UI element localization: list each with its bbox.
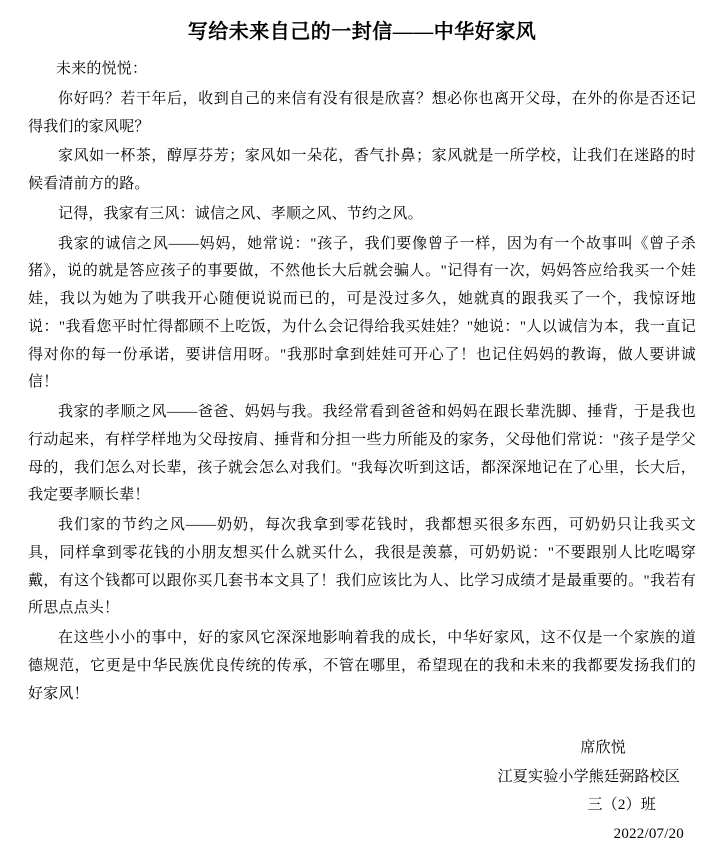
salutation: 未来的悦悦： (56, 61, 148, 77)
page-title: 写给未来自己的一封信——中华好家风 (187, 21, 537, 43)
signature-school: 江夏实验小学熊廷弼路校区 (497, 768, 680, 785)
body-paragraph-6: 我们家的节约之风——奶奶，每次我拿到零花钱时，我都想买很多东西，可奶奶只让我买文具，同样拿到零花钱的小朋友想买什么就买什么，我很是羡慕，可奶奶说："不要跟别人比吃喝穿戴，有这个钱都可以跟你买几套书本文具了！我们应该比为人、比学习成绩才是最重要的。"我若有所思点点头！ (28, 517, 696, 617)
body-paragraph-4: 我家的诚信之风——妈妈，她常说："孩子，我们要像曾子一样，因为有一个故事叫《曾子杀猪》，说的就是答应孩子的事要做，不然他长大后就会骗人。"记得有一次，妈妈答应给我买一个娃娃，我以为她为了哄我开心随便说说而已的，可是没过多久，她就真的跟我买了一个，我惊讶地说："我看您平时忙得都顾不上吃饭，为什么会记得给我买娃娃？"她说："人以诚信为本，我一直记得对你的每一份承诺，要讲信用呀。"我那时拿到娃娃可开心了！也记住妈妈的教诲，做人要讲诚信！ (28, 235, 696, 391)
body-paragraph-1: 你好吗？若干年后，收到自己的来信有没有很是欣喜？想必你也离开父母，在外的你是否还记得我们的家风呢？ (28, 90, 696, 135)
body-paragraph-7: 在这些小小的事中，好的家风它深深地影响着我的成长，中华好家风，这不仅是一个家族的道德规范，它更是中华民族优良传统的传承，不管在哪里，希望现在的我和未来的我都要发扬我们的好家风！ (28, 630, 696, 702)
body-paragraph-2: 家风如一杯茶，醇厚芬芳；家风如一朵花，香气扑鼻；家风就是一所学校，让我们在迷路的时候看清前方的路。 (28, 148, 696, 192)
body-paragraph-3: 记得，我家有三风：诚信之风、孝顺之风、节约之风。 (58, 205, 423, 222)
body-paragraph-5: 我家的孝顺之风——爸爸、妈妈与我。我经常看到爸爸和妈妈在跟长辈洗脚、捶背，于是我也行动起来，有样学样地为父母按肩、捶背和分担一些力所能及的家务，父母他们常说："孩子是学父母的，我们怎么对长辈，孩子就会怎么对我们。"我每次听到这话，都深深地记在了心里，长大后，我定要孝顺长辈！ (28, 404, 696, 504)
signature-author: 席欣悦 (580, 740, 626, 757)
signature-block (28, 734, 696, 848)
signature-date: 2022/07/20 (613, 825, 684, 842)
signature-grade: 三（2）班 (587, 797, 656, 814)
